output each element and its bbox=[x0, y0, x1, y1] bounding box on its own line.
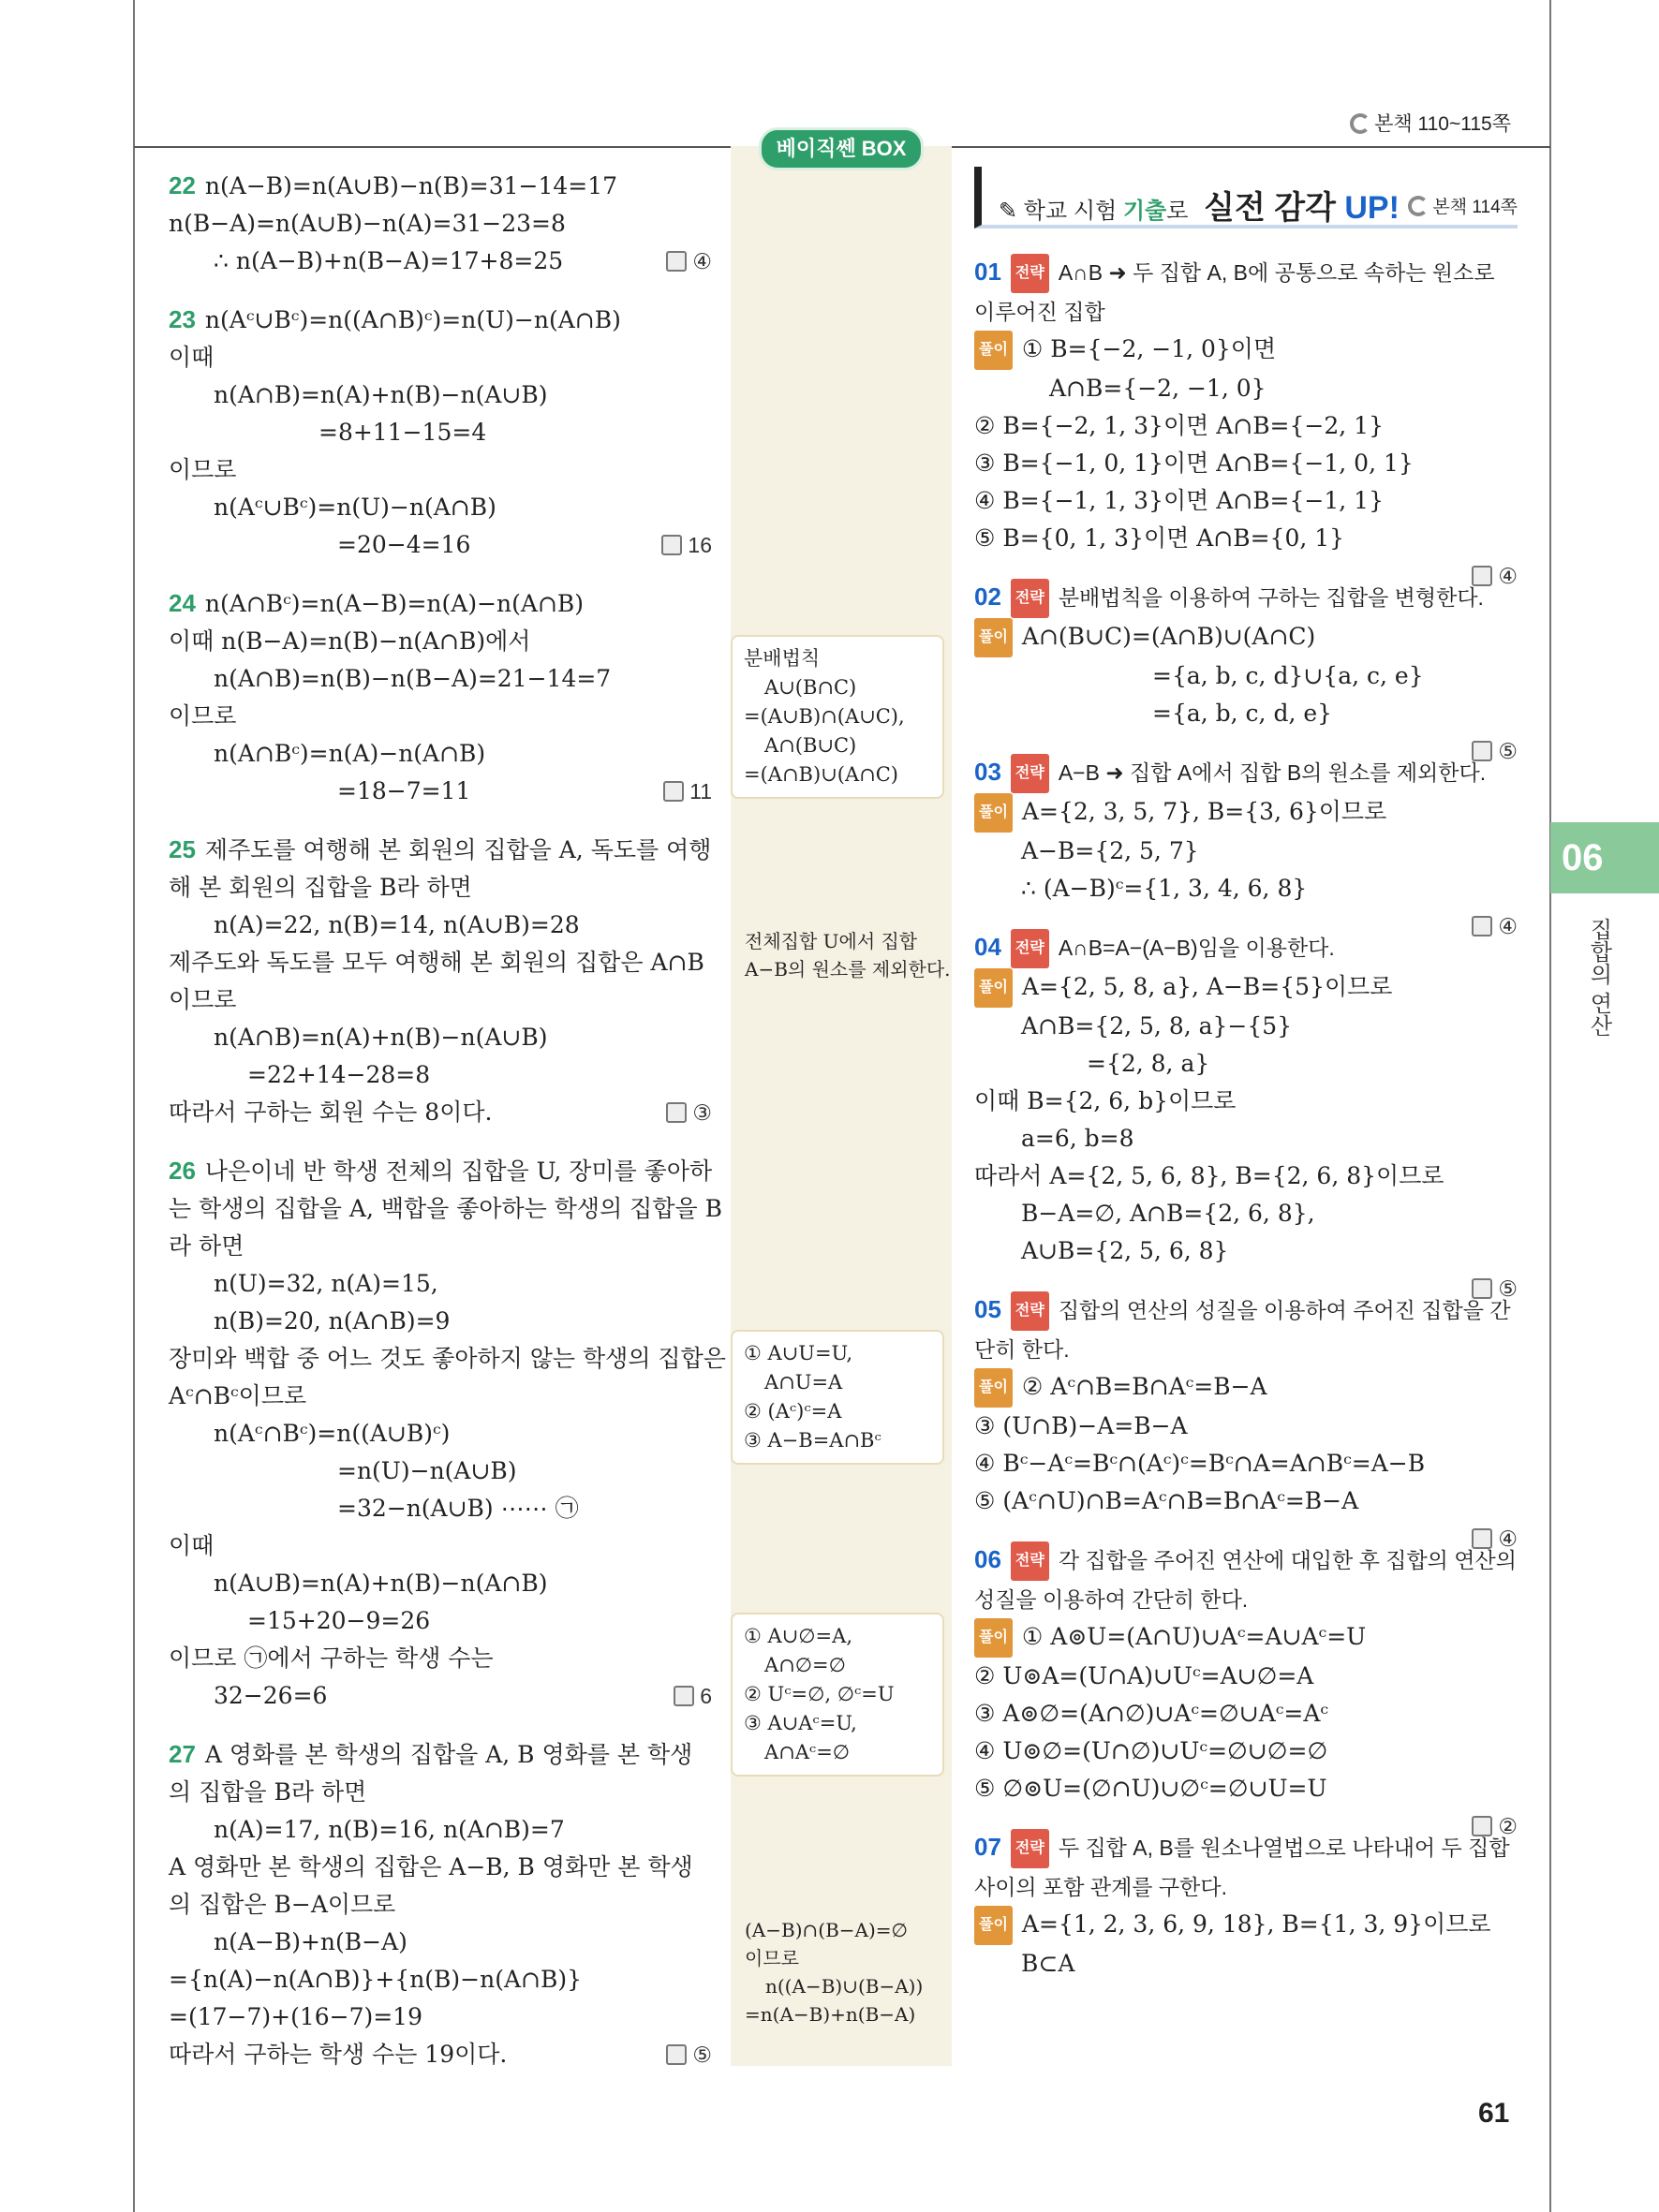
solution-line bbox=[169, 451, 712, 489]
problem-number: 25 bbox=[169, 835, 196, 863]
solution-text: n(A)=22, n(B)=14, n(A∪B)=28 bbox=[214, 911, 580, 938]
note-line: =(A∪B)∩(A∪C), bbox=[744, 705, 905, 728]
solution-text: Aᶜ∩Bᶜ이므로 bbox=[169, 1382, 307, 1409]
solution-line bbox=[974, 482, 1518, 520]
solution-line bbox=[169, 167, 712, 205]
strategy-line bbox=[974, 1290, 1518, 1331]
solution-line bbox=[974, 657, 1518, 695]
solution-text: =8+11−15=4 bbox=[318, 419, 487, 446]
solution-line bbox=[169, 2036, 712, 2073]
left-problem bbox=[169, 167, 712, 280]
problem-number: 26 bbox=[169, 1157, 196, 1185]
problem-number: 07 bbox=[974, 1833, 1001, 1861]
solution-text: =18−7=11 bbox=[337, 777, 471, 804]
note-line: ② Uᶜ=∅, ∅ᶜ=U bbox=[744, 1683, 895, 1705]
heading-reference bbox=[1408, 193, 1518, 218]
problem-number: 03 bbox=[974, 758, 1001, 786]
solution-line bbox=[169, 1094, 712, 1131]
solution-line bbox=[169, 526, 712, 564]
answer-text: 11 bbox=[689, 779, 712, 804]
solution-line bbox=[974, 1045, 1518, 1083]
note-line: 전체집합 U에서 집합 bbox=[745, 930, 918, 952]
right-problem bbox=[974, 1828, 1518, 1983]
note-line: A∪(B∩C) bbox=[764, 676, 857, 699]
answer bbox=[1472, 907, 1518, 945]
strategy-line bbox=[974, 253, 1518, 293]
solution-text: 해 본 회원의 집합을 B라 하면 bbox=[169, 874, 472, 901]
solution-text: ∴ (A−B)ᶜ={1, 3, 4, 6, 8} bbox=[1021, 875, 1308, 902]
strategy-text: A∩B=A−(A−B)임을 이용한다. bbox=[1058, 936, 1335, 960]
strategy-text: 성질을 이용하여 간단히 한다. bbox=[974, 1587, 1249, 1612]
solution-text: ={2, 8, a} bbox=[1087, 1050, 1210, 1077]
solution-line bbox=[169, 1415, 712, 1453]
note-line: (A−B)∩(B−A)=∅ bbox=[745, 1919, 908, 1941]
solution-text: A∪B={2, 5, 6, 8} bbox=[1021, 1237, 1229, 1264]
solution-line bbox=[169, 1378, 712, 1415]
solution-line bbox=[169, 698, 712, 735]
page-number: 61 bbox=[1478, 2098, 1510, 2129]
solution-text: n(A∪B)=n(A)+n(B)−n(A∩B) bbox=[214, 1570, 548, 1597]
solution-line bbox=[169, 1961, 712, 1998]
strategy-text: 이루어진 집합 bbox=[974, 300, 1105, 324]
solution-line bbox=[974, 1083, 1518, 1120]
solution-text: 라 하면 bbox=[169, 1232, 244, 1260]
right-problems bbox=[974, 253, 1518, 1983]
solution-text: =n(U)−n(A∪B) bbox=[337, 1457, 517, 1484]
strategy-line bbox=[974, 1828, 1518, 1868]
answer-icon bbox=[666, 251, 687, 272]
solution-line bbox=[169, 1774, 712, 1811]
solution-text: 이때 n(B−A)=n(B)−n(A∩B)에서 bbox=[169, 627, 531, 655]
solution-text: A={2, 5, 8, a}, A−B={5}이므로 bbox=[1021, 973, 1393, 1000]
solution-line bbox=[169, 1190, 722, 1228]
solution-text: n(Aᶜ∪Bᶜ)=n(U)−n(A∩B) bbox=[214, 494, 496, 521]
top-reference bbox=[1350, 109, 1511, 137]
note-line: ③ A−B=A∩Bᶜ bbox=[744, 1429, 881, 1452]
solution-line bbox=[169, 205, 712, 243]
answer bbox=[666, 1094, 712, 1131]
solution-line bbox=[169, 1490, 712, 1527]
solution-text: ⑤ B={0, 1, 3}이면 A∩B={0, 1} bbox=[974, 524, 1345, 552]
solution-line bbox=[974, 520, 1518, 557]
heading-small-text: 학교 시험 bbox=[1023, 199, 1123, 224]
strategy-tag: 전략 bbox=[1011, 929, 1049, 968]
strategy-text: 각 집합을 주어진 연산에 대입한 후 집합의 연산의 bbox=[1058, 1548, 1517, 1572]
solution-text: n(U)=32, n(A)=15, bbox=[214, 1270, 438, 1297]
strategy-text: 두 집합 A, B를 원소나열법으로 나타내어 두 집합 bbox=[1058, 1836, 1510, 1860]
solution-line bbox=[169, 1886, 712, 1924]
answer bbox=[661, 526, 712, 564]
solution-text: 의 집합은 B−A이므로 bbox=[169, 1891, 396, 1918]
solution-line bbox=[169, 1340, 726, 1378]
note-line: 분배법칙 bbox=[744, 647, 821, 670]
left-problem bbox=[169, 584, 712, 810]
solution-line bbox=[169, 1602, 712, 1640]
solution-text: A={1, 2, 3, 6, 9, 18}, B={1, 3, 9}이므로 bbox=[1021, 1910, 1491, 1938]
answer-text: ④ bbox=[1498, 1526, 1518, 1551]
solution-line bbox=[974, 1482, 1518, 1520]
solution-line bbox=[974, 1618, 1518, 1658]
solution-line bbox=[169, 660, 712, 698]
solution-line bbox=[169, 869, 712, 907]
solution-line bbox=[169, 1527, 712, 1565]
left-problem bbox=[169, 831, 712, 1131]
solution-line bbox=[169, 1565, 712, 1602]
solution-line bbox=[974, 1120, 1518, 1158]
solution-text: =20−4=16 bbox=[337, 531, 471, 558]
answer-icon bbox=[1472, 916, 1492, 936]
solution-tag: 풀이 bbox=[974, 618, 1013, 657]
solution-text: ={a, b, c, d}∪{a, c, e} bbox=[1152, 662, 1424, 689]
strategy-text: A−B ➜ 집합 A에서 집합 B의 원소를 제외한다. bbox=[1058, 760, 1487, 785]
solution-line bbox=[974, 1945, 1518, 1983]
note-line: A∩Aᶜ=∅ bbox=[764, 1741, 851, 1763]
solution-text: n(A∩Bᶜ)=n(A)−n(A∩B) bbox=[214, 740, 486, 767]
strategy-text: 단히 한다. bbox=[974, 1337, 1070, 1362]
solution-tag: 풀이 bbox=[974, 331, 1013, 370]
solution-line bbox=[169, 301, 712, 339]
solution-text: a=6, b=8 bbox=[1021, 1125, 1134, 1152]
answer-icon bbox=[666, 1102, 687, 1123]
solution-tag: 풀이 bbox=[974, 1368, 1013, 1408]
solution-text: A={2, 3, 5, 7}, B={3, 6}이므로 bbox=[1021, 798, 1387, 825]
answer-text: ⑤ bbox=[1498, 739, 1518, 763]
answer bbox=[663, 773, 712, 810]
solution-line bbox=[974, 833, 1518, 870]
solution-line bbox=[974, 370, 1518, 407]
note-line: 이므로 bbox=[745, 1947, 799, 1969]
solution-text: ④ B={−1, 1, 3}이면 A∩B={−1, 1} bbox=[974, 487, 1384, 514]
note-disjoint bbox=[745, 1916, 951, 2028]
solution-line bbox=[169, 1924, 712, 1961]
solution-line bbox=[169, 944, 712, 981]
solution-line bbox=[974, 1770, 1518, 1807]
solution-text: ④ U⊚∅=(U∩∅)∪Uᶜ=∅∪∅=∅ bbox=[974, 1737, 1328, 1764]
solution-line bbox=[169, 1228, 712, 1265]
solution-text: =22+14−28=8 bbox=[247, 1061, 431, 1088]
right-problem bbox=[974, 1290, 1518, 1551]
problem-number: 24 bbox=[169, 589, 196, 617]
solution-text: n(B−A)=n(A∪B)−n(A)=31−23=8 bbox=[169, 210, 566, 237]
solution-line bbox=[169, 1735, 712, 1774]
strategy-tag: 전략 bbox=[1011, 1291, 1049, 1331]
solution-line bbox=[169, 1056, 712, 1094]
answer-text: ⑤ bbox=[1498, 1276, 1518, 1301]
solution-line bbox=[974, 1158, 1518, 1195]
solution-text: n(A∩B)=n(A)+n(B)−n(A∪B) bbox=[214, 381, 548, 408]
solution-line bbox=[974, 1195, 1518, 1232]
strategy-line bbox=[974, 1581, 1518, 1618]
solution-text: ③ (U∩B)−A=B−A bbox=[974, 1412, 1188, 1439]
answer-icon bbox=[666, 2044, 687, 2065]
answer-text: ④ bbox=[1498, 914, 1518, 938]
solution-text: 제주도와 독도를 모두 여행해 본 회원의 집합은 A∩B bbox=[169, 949, 704, 976]
solution-line bbox=[169, 1640, 712, 1677]
solution-text: 이때 bbox=[169, 1532, 215, 1559]
section-heading bbox=[974, 167, 1518, 229]
solution-tag: 풀이 bbox=[974, 793, 1013, 833]
solution-text: A−B={2, 5, 7} bbox=[1021, 837, 1199, 864]
solution-text: A 영화만 본 학생의 집합은 A−B, B 영화만 본 학생 bbox=[169, 1853, 693, 1880]
solution-text: ={n(A)−n(A∩B)}+{n(B)−n(A∩B)} bbox=[169, 1966, 583, 1993]
note-line: A∩U=A bbox=[764, 1371, 843, 1394]
strategy-line bbox=[974, 753, 1518, 793]
solution-text: ∴ n(A−B)+n(B−A)=17+8=25 bbox=[214, 247, 564, 274]
solution-line bbox=[169, 981, 712, 1019]
solution-line bbox=[169, 376, 712, 414]
solution-line bbox=[974, 1008, 1518, 1045]
solution-line bbox=[169, 1303, 712, 1340]
note-line: ① A∪∅=A, bbox=[744, 1625, 852, 1647]
strategy-line bbox=[974, 1868, 1518, 1906]
strategy-line bbox=[974, 578, 1518, 618]
solution-text: ① A⊚U=(A∩U)∪Aᶜ=A∪Aᶜ=U bbox=[1021, 1623, 1367, 1650]
solution-line bbox=[974, 1906, 1518, 1945]
solution-line bbox=[974, 1658, 1518, 1695]
solution-text: n(Aᶜ∩Bᶜ)=n((A∪B)ᶜ) bbox=[214, 1420, 451, 1447]
answer-text: ④ bbox=[692, 249, 712, 273]
problem-number: 01 bbox=[974, 258, 1001, 286]
solution-line bbox=[974, 1445, 1518, 1482]
strategy-text: 분배법칙을 이용하여 구하는 집합을 변형한다. bbox=[1058, 585, 1484, 610]
solution-text: n(A−B)+n(B−A) bbox=[214, 1928, 407, 1955]
note-universal bbox=[745, 927, 951, 983]
right-problem bbox=[974, 578, 1518, 763]
note-line: A∩(B∪C) bbox=[764, 734, 857, 757]
solution-text: n(Aᶜ∪Bᶜ)=n((A∩B)ᶜ)=n(U)−n(A∩B) bbox=[204, 306, 621, 333]
solution-text: B−A=∅, A∩B={2, 6, 8}, bbox=[1021, 1200, 1315, 1227]
solution-text: 장미와 백합 중 어느 것도 좋아하지 않는 학생의 집합은 bbox=[169, 1345, 726, 1372]
note-line: A∩∅=∅ bbox=[764, 1654, 846, 1676]
ref-icon bbox=[1350, 113, 1370, 134]
solution-text: 나은이네 반 학생 전체의 집합을 U, 장미를 좋아하 bbox=[204, 1158, 713, 1185]
solution-text: 제주도를 여행해 본 회원의 집합을 A, 독도를 여행 bbox=[204, 836, 712, 863]
solution-line bbox=[169, 907, 712, 944]
basic-box-strip bbox=[731, 146, 952, 2066]
solution-text: B⊂A bbox=[1021, 1950, 1075, 1977]
answer-icon bbox=[674, 1686, 694, 1706]
left-margin-line bbox=[133, 0, 135, 2212]
solution-text: 32−26=6 bbox=[214, 1682, 328, 1709]
solution-text: n(A∩B)=n(B)−n(B−A)=21−14=7 bbox=[214, 665, 612, 692]
problem-number: 27 bbox=[169, 1740, 196, 1768]
note-props1 bbox=[731, 1330, 944, 1465]
solution-line bbox=[169, 339, 712, 376]
strategy-line bbox=[974, 928, 1518, 968]
chapter-tab: 06 bbox=[1550, 822, 1659, 893]
solution-text: =(17−7)+(16−7)=19 bbox=[169, 2003, 422, 2030]
answer bbox=[674, 1677, 712, 1715]
note-line: =n(A−B)+n(B−A) bbox=[745, 2003, 916, 2026]
solution-line bbox=[169, 1811, 712, 1849]
solution-line bbox=[974, 1733, 1518, 1770]
solution-line bbox=[169, 1453, 712, 1490]
right-problem bbox=[974, 753, 1518, 938]
solution-text: n(B)=20, n(A∩B)=9 bbox=[214, 1307, 451, 1335]
solution-line bbox=[169, 773, 712, 810]
solution-text: 이므로 bbox=[169, 456, 237, 483]
top-reference-text: 본책 110~115쪽 bbox=[1374, 113, 1511, 135]
note-props2 bbox=[731, 1613, 944, 1777]
answer bbox=[666, 2036, 712, 2073]
solution-text: A∩B={−2, −1, 0} bbox=[1049, 375, 1266, 402]
note-distributive bbox=[731, 635, 944, 799]
solution-tag: 풀이 bbox=[974, 1906, 1013, 1945]
solution-line bbox=[974, 968, 1518, 1008]
solution-line bbox=[974, 445, 1518, 482]
solution-line bbox=[169, 584, 712, 623]
heading-up-text: UP! bbox=[1344, 190, 1400, 226]
solution-text: 이때 B={2, 6, b}이므로 bbox=[974, 1087, 1237, 1114]
problem-number: 05 bbox=[974, 1295, 1001, 1323]
solution-text: =15+20−9=26 bbox=[247, 1607, 431, 1634]
answer bbox=[666, 243, 712, 280]
solution-line bbox=[974, 618, 1518, 657]
note-line: ① A∪U=U, bbox=[744, 1342, 853, 1364]
answer-text: 6 bbox=[700, 1684, 712, 1708]
right-problem bbox=[974, 1541, 1518, 1838]
solution-line bbox=[974, 1368, 1518, 1408]
strategy-line bbox=[974, 293, 1518, 331]
answer-text: ② bbox=[1498, 1814, 1518, 1838]
chapter-title: 집합의 연산 bbox=[1586, 918, 1611, 1037]
right-problem bbox=[974, 253, 1518, 588]
strategy-tag: 전략 bbox=[1011, 1541, 1049, 1581]
solution-line bbox=[169, 1152, 712, 1190]
problem-number: 02 bbox=[974, 582, 1001, 611]
strategy-text: 사이의 포함 관계를 구한다. bbox=[974, 1875, 1227, 1899]
solution-text: ④ Bᶜ−Aᶜ=Bᶜ∩(Aᶜ)ᶜ=Bᶜ∩A=A∩Bᶜ=A−B bbox=[974, 1450, 1426, 1477]
solution-line bbox=[169, 831, 712, 869]
note-line: A−B의 원소를 제외한다. bbox=[745, 958, 951, 981]
left-problem bbox=[169, 301, 712, 564]
solution-line bbox=[974, 331, 1518, 370]
strategy-line bbox=[974, 1541, 1518, 1581]
strategy-tag: 전략 bbox=[1011, 1829, 1049, 1868]
problem-number: 04 bbox=[974, 933, 1001, 961]
strategy-text: 집합의 연산의 성질을 이용하여 주어진 집합을 간 bbox=[1058, 1298, 1511, 1322]
solution-text: n(A)=17, n(B)=16, n(A∩B)=7 bbox=[214, 1816, 565, 1843]
solution-text: n(A∩Bᶜ)=n(A−B)=n(A)−n(A∩B) bbox=[204, 590, 585, 617]
right-problem bbox=[974, 928, 1518, 1301]
note-line: ③ A∪Aᶜ=U, bbox=[744, 1712, 857, 1734]
solution-line bbox=[169, 243, 712, 280]
solution-line bbox=[169, 489, 712, 526]
solution-line bbox=[169, 1019, 712, 1056]
problem-number: 23 bbox=[169, 305, 196, 333]
note-line: =(A∩B)∪(A∩C) bbox=[744, 763, 898, 786]
solution-text: 는 학생의 집합을 A, 백합을 좋아하는 학생의 집합을 B bbox=[169, 1195, 722, 1222]
left-column bbox=[169, 167, 726, 2094]
solution-text: ② U⊚A=(U∩A)∪Uᶜ=A∪∅=A bbox=[974, 1662, 1314, 1689]
solution-line bbox=[974, 1232, 1518, 1270]
solution-line bbox=[169, 1265, 712, 1303]
answer-icon bbox=[663, 781, 684, 802]
heading-small: ✎ 학교 시험 기출로 bbox=[999, 199, 1195, 224]
solution-text: ⑤ (Aᶜ∩U)∩B=Aᶜ∩B=B∩Aᶜ=B−A bbox=[974, 1487, 1359, 1514]
solution-text: 이므로 bbox=[169, 702, 237, 730]
strategy-tag: 전략 bbox=[1011, 754, 1049, 793]
heading-big-text: 실전 감각 bbox=[1204, 190, 1345, 226]
right-column bbox=[974, 167, 1518, 2003]
solution-text: 이므로 ㉠에서 구하는 학생 수는 bbox=[169, 1644, 494, 1672]
problem-number: 22 bbox=[169, 171, 196, 199]
solution-line bbox=[169, 623, 712, 660]
solution-line bbox=[169, 735, 712, 773]
solution-line bbox=[169, 1849, 712, 1886]
solution-line bbox=[974, 1695, 1518, 1733]
heading-small-text2: 로 bbox=[1166, 199, 1195, 224]
solution-text: A 영화를 본 학생의 집합을 A, B 영화를 본 학생 bbox=[204, 1741, 693, 1768]
ref-icon bbox=[1408, 196, 1429, 216]
solution-line bbox=[169, 414, 712, 451]
solution-text: ={a, b, c, d, e} bbox=[1152, 700, 1333, 727]
note-line: n((A−B)∪(B−A)) bbox=[765, 1975, 924, 1998]
solution-text: ① B={−2, −1, 0}이면 bbox=[1021, 335, 1277, 362]
basic-box-badge: 베이직쎈 BOX bbox=[759, 127, 924, 170]
heading-green-text: 기출 bbox=[1122, 199, 1167, 224]
solution-text: 의 집합을 B라 하면 bbox=[169, 1778, 367, 1806]
solution-text: ⑤ ∅⊚U=(∅∩U)∪∅ᶜ=∅∪U=U bbox=[974, 1775, 1327, 1802]
solution-line bbox=[169, 1998, 712, 2036]
solution-text: ③ B={−1, 0, 1}이면 A∩B={−1, 0, 1} bbox=[974, 450, 1414, 477]
solution-text: 따라서 A={2, 5, 6, 8}, B={2, 6, 8}이므로 bbox=[974, 1162, 1444, 1189]
solution-text: A∩(B∪C)=(A∩B)∪(A∩C) bbox=[1021, 623, 1316, 650]
solution-text: 이므로 bbox=[169, 986, 237, 1013]
solution-text: 따라서 구하는 회원 수는 8이다. bbox=[169, 1099, 493, 1126]
solution-text: ② B={−2, 1, 3}이면 A∩B={−2, 1} bbox=[974, 412, 1384, 439]
left-problem bbox=[169, 1152, 726, 1715]
heading-reference-text: 본책 114쪽 bbox=[1432, 198, 1518, 217]
solution-text: n(A∩B)=n(A)+n(B)−n(A∪B) bbox=[214, 1024, 548, 1051]
solution-text: ② Aᶜ∩B=B∩Aᶜ=B−A bbox=[1021, 1373, 1267, 1400]
answer-text: 16 bbox=[688, 533, 712, 557]
answer-icon bbox=[661, 535, 682, 555]
solution-tag: 풀이 bbox=[974, 968, 1013, 1008]
strategy-tag: 전략 bbox=[1011, 579, 1049, 618]
solution-line bbox=[169, 1677, 712, 1715]
solution-text: A∩B={2, 5, 8, a}−{5} bbox=[1021, 1012, 1293, 1040]
solution-line bbox=[974, 407, 1518, 445]
right-margin-line bbox=[1549, 0, 1551, 2212]
solution-text: ③ A⊚∅=(A∩∅)∪Aᶜ=∅∪Aᶜ=Aᶜ bbox=[974, 1700, 1329, 1727]
left-problem bbox=[169, 1735, 712, 2073]
heading-big bbox=[1204, 190, 1400, 226]
strategy-line bbox=[974, 1331, 1518, 1368]
strategy-tag: 전략 bbox=[1011, 254, 1049, 293]
solution-line bbox=[974, 793, 1518, 833]
solution-text: =32−n(A∪B) ⋯⋯ ㉠ bbox=[337, 1495, 579, 1522]
solution-line bbox=[974, 1408, 1518, 1445]
answer-text: ④ bbox=[1498, 564, 1518, 588]
problem-number: 06 bbox=[974, 1545, 1001, 1573]
solution-line bbox=[974, 870, 1518, 907]
solution-tag: 풀이 bbox=[974, 1618, 1013, 1658]
solution-line bbox=[974, 695, 1518, 732]
note-line: ② (Aᶜ)ᶜ=A bbox=[744, 1400, 842, 1423]
answer-text: ⑤ bbox=[692, 2042, 712, 2067]
answer-text: ③ bbox=[692, 1100, 712, 1125]
solution-text: n(A−B)=n(A∪B)−n(B)=31−14=17 bbox=[204, 172, 618, 199]
solution-text: 이때 bbox=[169, 344, 215, 371]
strategy-text: A∩B ➜ 두 집합 A, B에 공통으로 속하는 원소로 bbox=[1058, 260, 1495, 285]
solution-text: 따라서 구하는 학생 수는 19이다. bbox=[169, 2041, 508, 2068]
